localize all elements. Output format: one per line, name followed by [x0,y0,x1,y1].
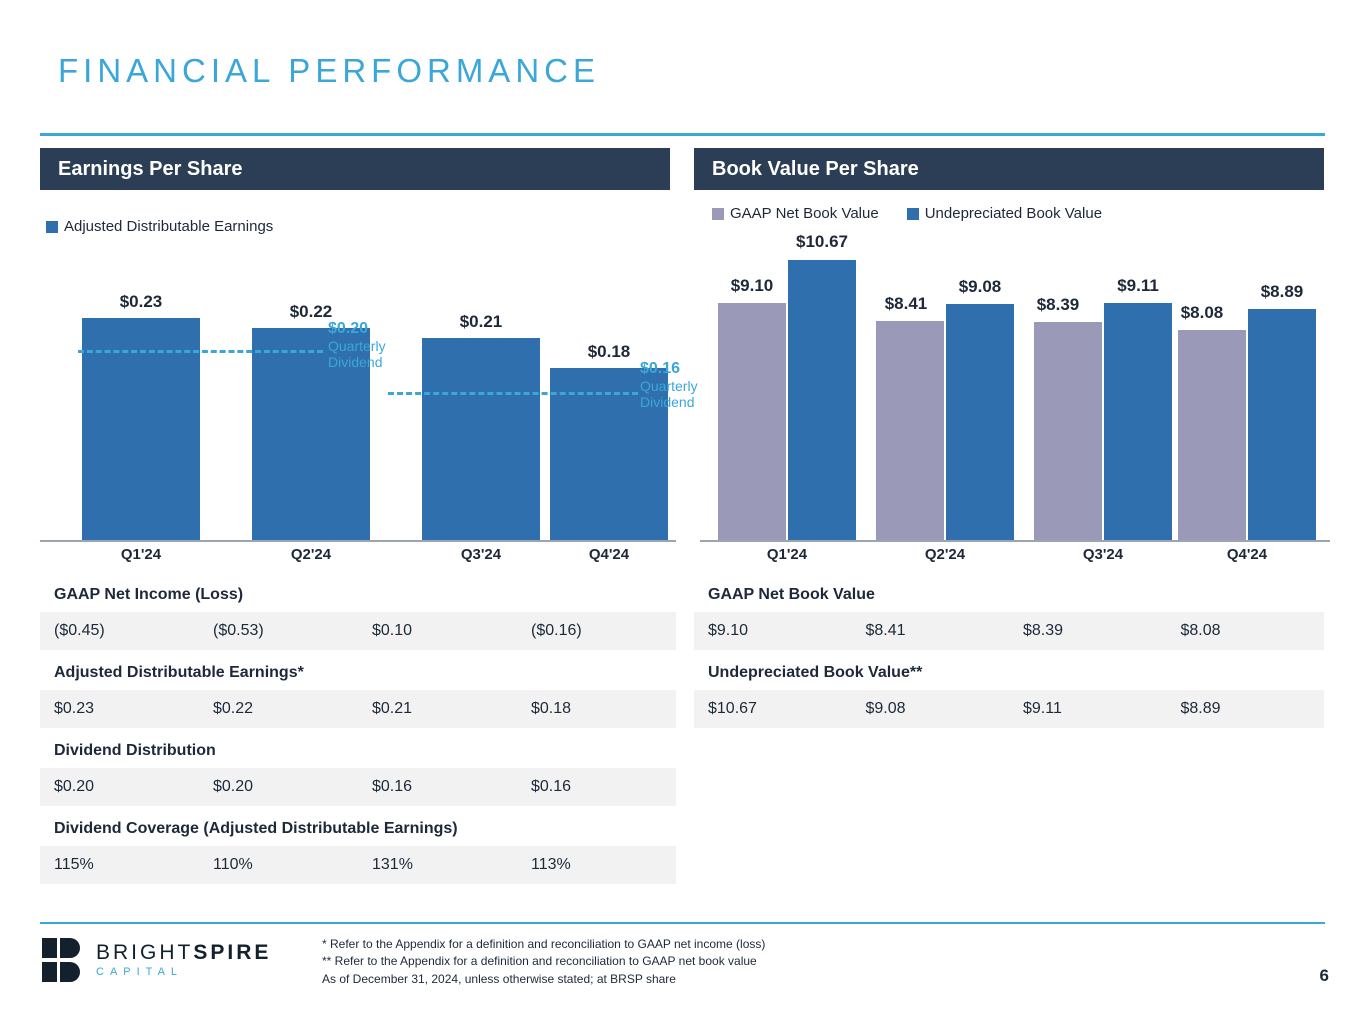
bvps-bar-undep-q4 [1248,309,1316,540]
bvps-axis-line [700,540,1330,542]
bvps-label-undep-q4: $8.89 [1260,282,1304,301]
bvps-xtick-q2: Q2'24 [924,546,966,563]
eps-cell-3-2: 131% [372,856,413,873]
page-number: 6 [1319,966,1329,985]
bvps-chart [700,228,1330,540]
bvps-bar-gaap-q3 [1034,322,1102,540]
eps-row-header-1: Adjusted Distributable Earnings* [54,664,304,681]
dividend-amount-020: $0.20 [328,320,369,337]
eps-data-table [40,578,676,884]
eps-bar-label-q1: $0.23 [119,292,163,311]
dividend-note-020-line1: Quarterly [328,338,386,355]
legend-item-gaap-nbv [712,205,879,222]
logo-wordmark [96,942,271,978]
eps-row-header-2: Dividend Distribution [54,742,216,759]
bvps-cell-1-0: $10.67 [708,700,757,717]
dividend-line-020 [78,350,323,353]
bvps-bar-gaap-q4 [1178,330,1246,540]
title-divider [40,133,1325,136]
eps-bar-label-q4: $0.18 [587,342,631,361]
eps-cell-0-1: ($0.53) [213,622,264,639]
footnote-1: * Refer to the Appendix for a definition and reconciliation to GAAP net income (loss) [322,937,766,951]
logo-text-capital: CAPITAL [96,966,184,978]
bvps-label-gaap-q4: $8.08 [1180,303,1224,322]
dividend-note-016 [640,360,698,411]
dividend-amount-016: $0.16 [640,360,681,377]
legend-label-undep-bv: Undepreciated Book Value [924,205,1103,222]
footnote-2: ** Refer to the Appendix for a definition and reconciliation to GAAP net book value [322,954,757,969]
brightspire-logo [42,938,271,982]
eps-cell-0-0: ($0.45) [54,622,105,639]
eps-axis-line [40,540,676,542]
table-row [40,690,676,728]
page-title: FINANCIAL PERFORMANCE [58,52,600,89]
footnote-3: As of December 31, 2024, unless otherwise stated; at BRSP share [322,971,676,986]
bvps-xtick-q4: Q4'24 [1226,546,1268,563]
bvps-bar-undep-q2 [946,304,1014,540]
dividend-note-016-line1: Quarterly [640,378,698,395]
legend-swatch-gaap-nbv [712,208,724,220]
eps-xtick-q4: Q4'24 [588,546,630,563]
bvps-label-undep-q3: $9.11 [1117,276,1159,295]
dividend-note-020 [328,320,386,371]
legend-item-undep-bv [907,205,1102,222]
bvps-label-gaap-q3: $8.39 [1036,295,1080,314]
legend-item-ade [46,218,273,235]
eps-bar-label-q2: $0.22 [289,302,333,321]
table-row [40,846,676,884]
dividend-line-016 [388,392,638,395]
bvps-panel-header: Book Value Per Share [694,148,1324,190]
bvps-bar-gaap-q2 [876,321,944,540]
table-row [40,612,676,650]
table-row [694,690,1324,728]
legend-label-ade: Adjusted Distributable Earnings [64,218,274,235]
dividend-note-016-line2: Dividend [640,394,695,411]
eps-cell-2-3: $0.16 [531,778,572,795]
bvps-xtick-q1: Q1'24 [766,546,808,563]
eps-bar-q3 [422,338,540,540]
footnotes [322,936,765,988]
bvps-cell-0-2: $8.39 [1023,622,1064,639]
bvps-label-undep-q1: $10.67 [796,232,848,251]
bvps-bar-gaap-q1 [718,303,786,540]
eps-bar-label-q3: $0.21 [459,312,503,331]
bvps-cell-1-2: $9.11 [1023,700,1062,717]
bvps-data-table [694,578,1324,728]
bvps-label-gaap-q1: $9.10 [730,276,774,295]
eps-cell-1-0: $0.23 [54,700,95,717]
eps-row-header-3: Dividend Coverage (Adjusted Distributable Earnings) [54,820,458,837]
bvps-cell-0-3: $8.08 [1180,622,1221,639]
eps-cell-0-3: ($0.16) [531,622,582,639]
bvps-xtick-q3: Q3'24 [1082,546,1124,563]
eps-panel-header: Earnings Per Share [40,148,670,190]
eps-chart [40,240,676,540]
eps-cell-3-1: 110% [213,856,253,873]
footer-divider [40,922,1325,924]
bvps-row-header-0: GAAP Net Book Value [708,586,875,603]
bvps-cell-1-3: $8.89 [1180,700,1221,717]
eps-xtick-q2: Q2'24 [290,546,332,563]
eps-cell-0-2: $0.10 [372,622,413,639]
bvps-label-undep-q2: $9.08 [958,277,1002,296]
bvps-cell-0-1: $8.41 [865,622,906,639]
bvps-label-gaap-q2: $8.41 [884,294,928,313]
legend-label-gaap-nbv: GAAP Net Book Value [730,205,879,222]
bvps-legend [712,205,1124,222]
bvps-bar-undep-q3 [1104,303,1172,540]
eps-cell-2-2: $0.16 [372,778,413,795]
bvps-cell-1-1: $9.08 [865,700,906,717]
eps-cell-1-3: $0.18 [531,700,572,717]
bvps-bar-undep-q1 [788,260,856,540]
table-row [40,768,676,806]
eps-legend [46,218,295,235]
legend-swatch-undep-bv [907,208,919,220]
eps-cell-1-2: $0.21 [372,700,413,717]
bvps-cell-0-0: $9.10 [708,622,749,639]
eps-cell-2-1: $0.20 [213,778,254,795]
dividend-note-020-line2: Dividend [328,354,383,371]
logo-mark-icon [42,938,84,982]
eps-cell-3-0: 115% [54,856,94,873]
eps-cell-2-0: $0.20 [54,778,95,795]
eps-xtick-q1: Q1'24 [120,546,162,563]
eps-xtick-q3: Q3'24 [460,546,502,563]
table-row [694,612,1324,650]
legend-swatch-ade [46,221,58,233]
logo-text-spire: SPIRE [193,941,272,964]
bvps-row-header-1: Undepreciated Book Value** [708,664,923,681]
eps-cell-1-1: $0.22 [213,700,254,717]
logo-text-bright: BRIGHT [96,941,194,964]
eps-row-header-0: GAAP Net Income (Loss) [54,586,244,603]
eps-cell-3-3: 113% [531,856,571,873]
